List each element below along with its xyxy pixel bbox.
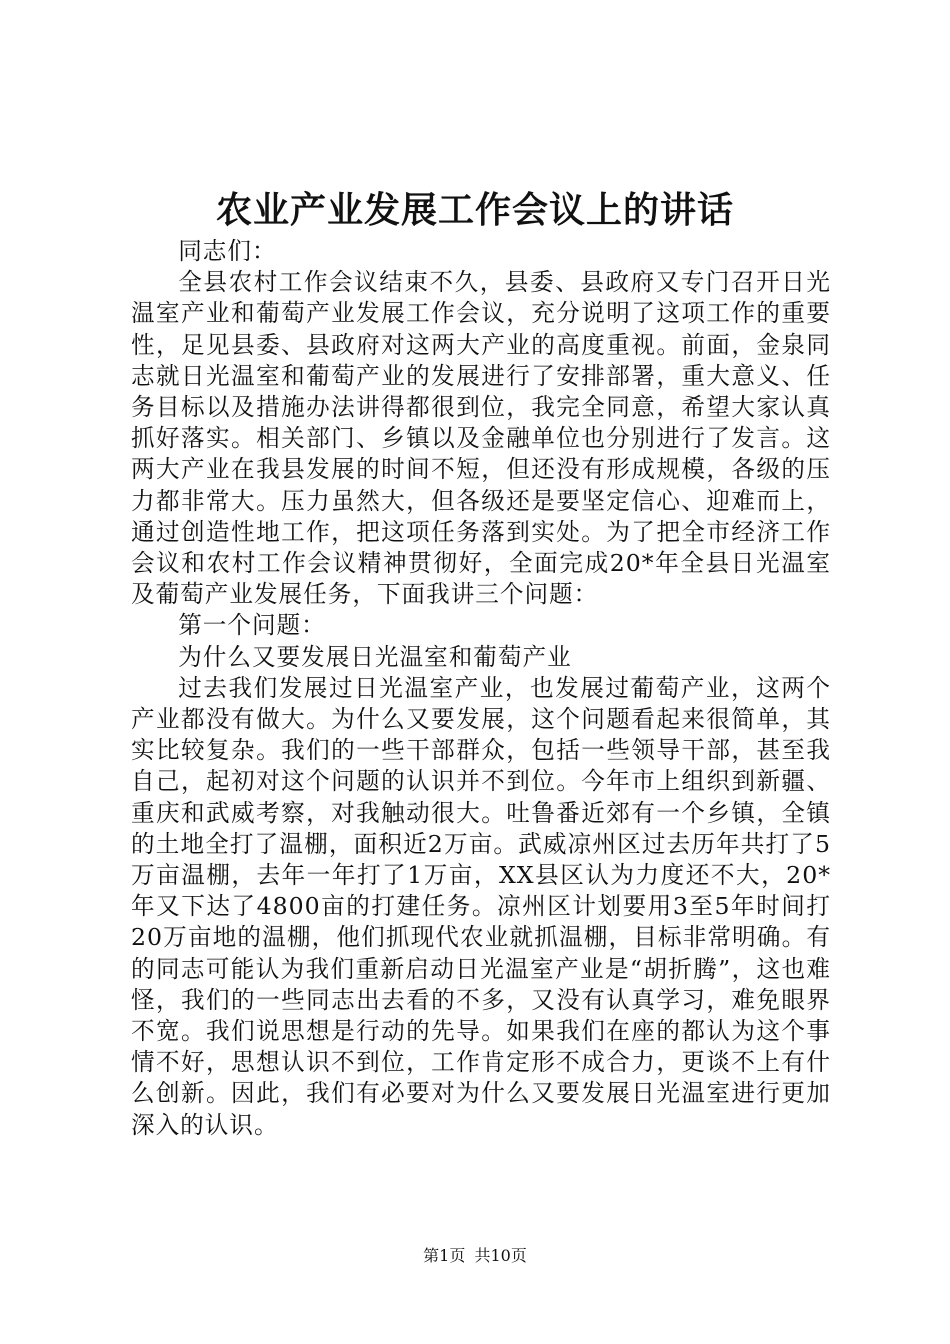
page-footer [0,1245,950,1267]
section-number-heading: 第一个问题： [178,611,326,640]
page-number: 第1页 [423,1246,466,1265]
document-title: 农业产业发展工作会议上的讲话 [215,189,734,231]
section-title-heading: 为什么又要发展日光温室和葡萄产业 [178,642,572,671]
section-body-paragraph: 过去我们发展过日光温室产业，也发展过葡萄产业，这两个产业都没有做大。为什么又要发展，这个问题看起来很简单，其实比较复杂。我们的一些干部群众，包括一些领导干部，甚至我自己，起初对这个问题的认识并不到位。今年市上组织到新疆、重庆和武威考察，对我触动很大。吐鲁番近郊有一个乡镇，全镇的土地全打了温棚，面积近2万亩。武威凉州区过去历年共打了5万亩温棚，去年一年打了1万亩，XX县区认为力度还不大，20*年又下达了4800亩的打建任务。凉州区计划要用3至5年时间打20万亩地的温棚，他们抓现代农业就抓温棚，目标非常明确。有的同志可能认为我们重新启动日光温室产业是“胡折腾”，这也难怪，我们的一些同志出去看的不多，又没有认真学习，难免眼界不宽。我们说思想是行动的先导。如果我们在座的都认为这个事情不好，思想认识不到位，工作肯定形不成合力，更谈不上有什么创新。因此，我们有必要对为什么又要发展日光温室进行更加深入的认识。 [131,673,831,1139]
salutation-paragraph: 同志们： [178,237,277,265]
page-total: 共10页 [474,1246,527,1265]
document-body [131,236,831,1141]
intro-paragraph: 全县农村工作会议结束不久，县委、县政府又专门召开日光温室产业和葡萄产业发展工作会议，充分说明了这项工作的重要性，足见县委、县政府对这两大产业的高度重视。前面，金泉同志就日光温室和葡萄产业的发展进行了安排部署，重大意义、任务目标以及措施办法讲得都很到位，我完全同意，希望大家认真抓好落实。相关部门、乡镇以及金融单位也分别进行了发言。这两大产业在我县发展的时间不短，但还没有形成规模，各级的压力都非常大。压力虽然大，但各级还是要坚定信心、迎难而上，通过创造性地工作，把这项任务落到实处。为了把全市经济工作会议和农村工作会议精神贯彻好，全面完成20*年全县日光温室及葡萄产业发展任务，下面我讲三个问题： [131,268,831,609]
